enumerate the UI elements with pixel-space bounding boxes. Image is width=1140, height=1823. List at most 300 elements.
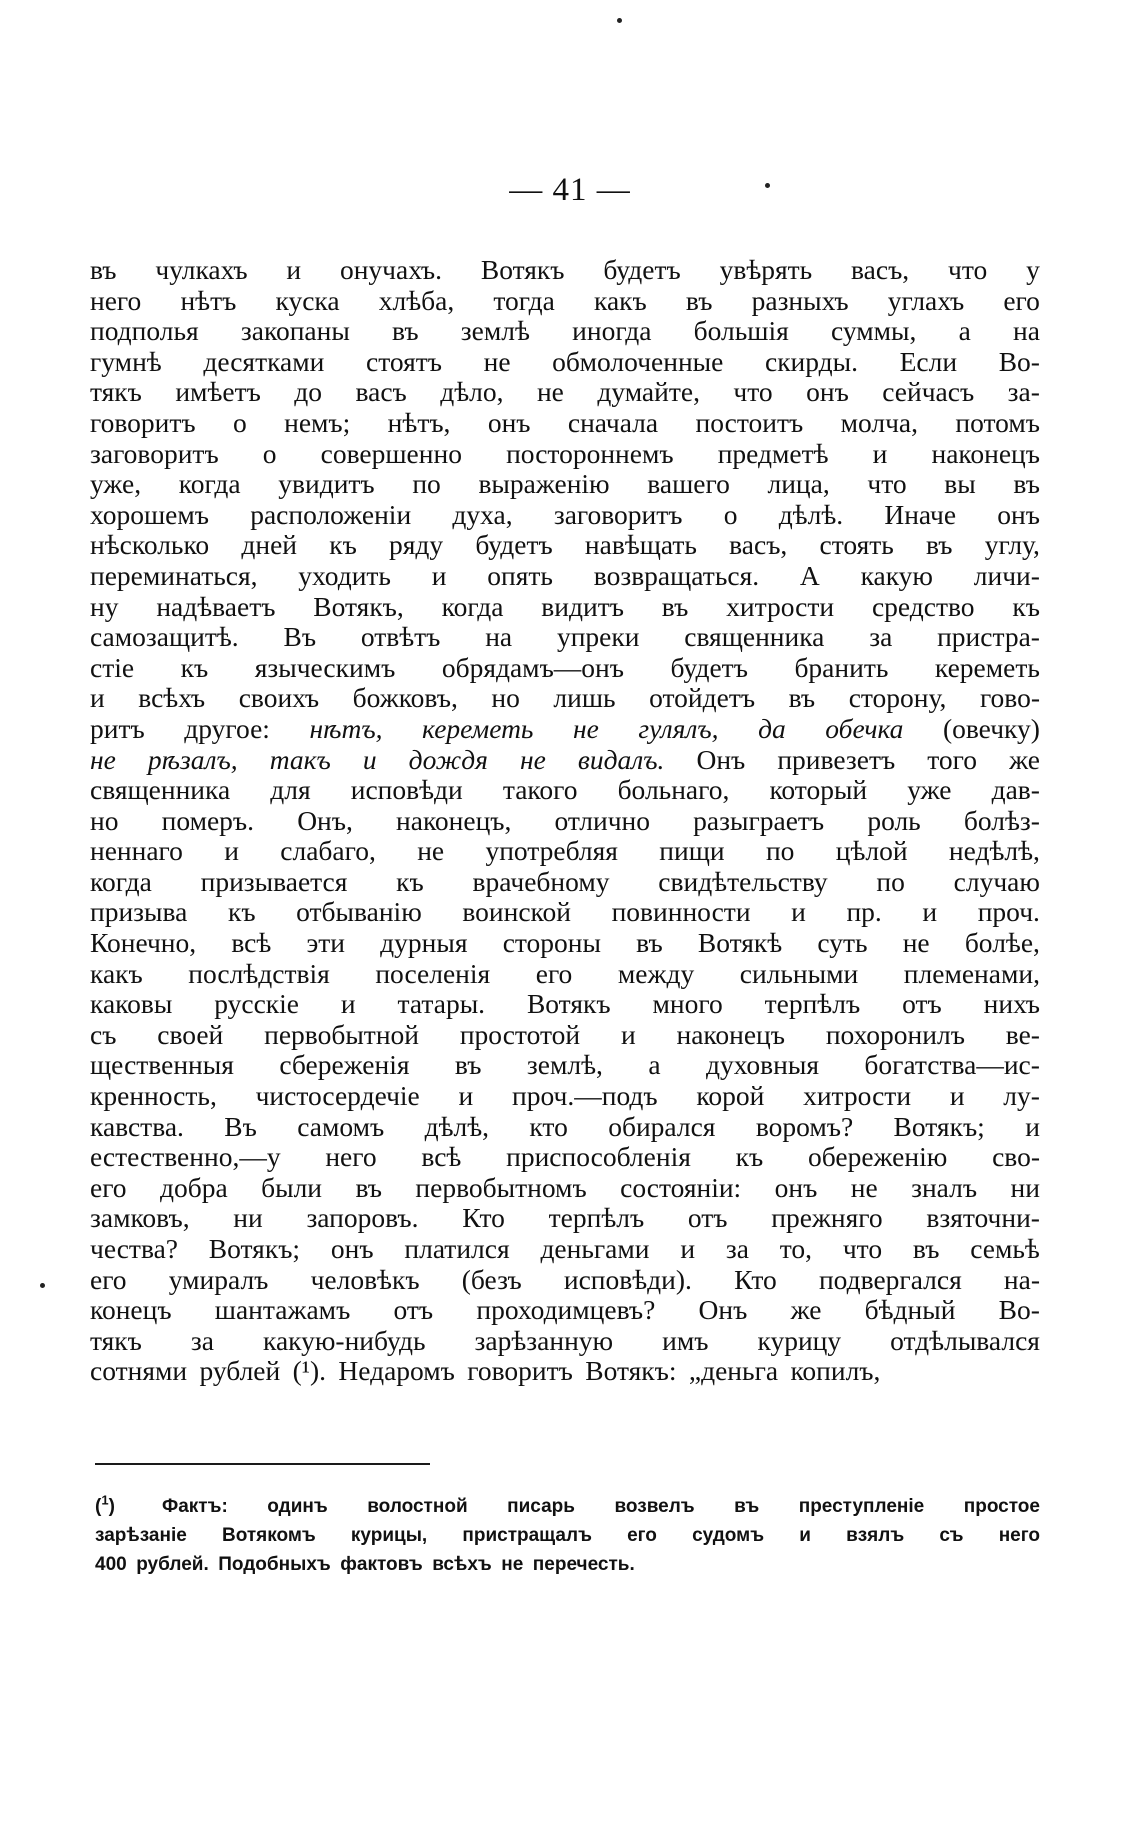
word: курицу (757, 1325, 842, 1356)
word: что (867, 469, 907, 500)
word: духовныя (705, 1050, 819, 1081)
word: между (617, 958, 695, 989)
word: въ (392, 316, 419, 347)
word: платился (404, 1234, 510, 1264)
text-line (90, 377, 1040, 408)
word: повинности (611, 897, 751, 928)
word: въ (90, 255, 117, 285)
word: разныхъ (751, 285, 849, 316)
text-line (90, 1020, 1040, 1051)
text-line (90, 561, 1040, 592)
word: нѣтъ, (387, 407, 451, 438)
word: ну (90, 591, 119, 622)
word: Вотякъ; (208, 1234, 301, 1264)
word: его (90, 1264, 127, 1295)
word: постоитъ (695, 407, 804, 438)
word: Онъ, (297, 805, 353, 836)
word: стіе (90, 652, 135, 683)
word: будетъ (603, 255, 681, 285)
word: больнаго, (617, 775, 730, 806)
word: углахъ (887, 285, 965, 316)
text-line (90, 530, 1040, 561)
word: отойдетъ (649, 683, 756, 714)
word: не (850, 1172, 878, 1203)
word: и (872, 438, 888, 469)
word: того (927, 744, 978, 775)
body-text (90, 255, 1040, 1387)
word: и (431, 560, 447, 591)
word: слабаго, (280, 836, 376, 867)
text-line (90, 1356, 1040, 1387)
word: на (485, 622, 513, 653)
word: гумнѣ (90, 346, 162, 377)
word: немъ; (284, 407, 351, 438)
word: проч. (977, 897, 1040, 928)
word: чулкахъ (155, 255, 248, 285)
word: хлѣба, (378, 285, 455, 316)
word: „деньга (688, 1356, 779, 1387)
word: похоронилъ (825, 1019, 965, 1050)
word: ве- (1005, 1019, 1040, 1050)
word: а (958, 316, 971, 347)
word: зарѣзанную (474, 1325, 614, 1356)
word: пристра- (937, 622, 1040, 653)
footnote-word: Вотякомъ (221, 1525, 316, 1546)
word: Вотякъ (526, 989, 611, 1020)
word: Онъ (696, 744, 746, 775)
word: всѣ (231, 928, 272, 959)
word: кавства. (90, 1111, 184, 1142)
footnote-word: возвелъ (614, 1496, 695, 1517)
word: за (190, 1325, 214, 1356)
word: и (224, 836, 239, 867)
text-line (90, 1326, 1040, 1357)
text-line (90, 286, 1040, 317)
word: къ (227, 897, 256, 928)
word: цѣлой (835, 836, 908, 867)
word: по (412, 469, 441, 500)
word: тогда (493, 285, 555, 316)
word: углу, (984, 530, 1040, 561)
word: то, (779, 1234, 813, 1264)
word: проч.—подъ (512, 1081, 658, 1112)
word: него (325, 1142, 377, 1173)
print-speck (40, 1283, 45, 1288)
word: неннаго (90, 836, 183, 867)
word: врачебному (472, 866, 610, 897)
text-line (90, 1081, 1040, 1112)
word: обмолоченные (552, 346, 724, 377)
print-speck (765, 183, 770, 188)
word: личи- (973, 560, 1040, 591)
word: и (680, 1234, 696, 1264)
word: Онъ (698, 1295, 748, 1326)
word: не (90, 744, 116, 775)
word: русскіе (214, 989, 299, 1020)
word: за (869, 622, 893, 653)
footnote-word: зарѣзаніе (95, 1525, 187, 1546)
word: Въ (283, 622, 317, 653)
word: ритъ (90, 713, 145, 744)
word: добра (159, 1172, 228, 1203)
word: щественныя (90, 1050, 234, 1081)
word: шантажамъ (214, 1295, 351, 1326)
footnote-word: пристращалъ (462, 1525, 592, 1546)
word: большія (693, 316, 789, 347)
footnote-word: 400 (95, 1554, 127, 1575)
footnote-word: него (998, 1525, 1040, 1546)
word: говоритъ (90, 407, 196, 438)
word: пр. (846, 897, 882, 928)
word: въ (454, 1050, 482, 1081)
word: богатства—ис- (864, 1050, 1040, 1081)
word: отъ (902, 989, 942, 1020)
word: переминаться, (90, 560, 258, 591)
footnote-word: всѣхъ (432, 1554, 492, 1575)
footnote-word: его (627, 1525, 657, 1546)
word: семьѣ (970, 1234, 1040, 1264)
footnote-line (95, 1521, 1040, 1550)
word: дѣло, (440, 377, 504, 408)
word: онъ (330, 1234, 374, 1264)
word: обечка (825, 713, 904, 744)
word: и (458, 1081, 474, 1112)
word: умиралъ (168, 1264, 269, 1295)
word: много (652, 989, 723, 1020)
text-line (90, 775, 1040, 806)
word: такого (502, 775, 578, 806)
word: ряду (388, 530, 444, 561)
word: сначала (567, 407, 659, 438)
word: нихъ (983, 989, 1040, 1020)
text-line (90, 806, 1040, 837)
word: совершенно (320, 438, 462, 469)
word: хитрости (726, 591, 835, 622)
word: но (90, 805, 119, 836)
text-line (90, 1234, 1040, 1265)
word: языческимъ (254, 652, 396, 683)
word: о (262, 438, 277, 469)
word: на (1013, 316, 1040, 347)
word: въ (1013, 469, 1040, 500)
text-line (90, 1050, 1040, 1081)
word: дѣлѣ. (778, 499, 844, 530)
word: приспособленія (506, 1142, 691, 1173)
word: который (769, 775, 868, 806)
word: духа, (452, 499, 513, 530)
word: и (340, 989, 356, 1020)
word: какъ (90, 958, 143, 989)
word: отдѣлывался (890, 1325, 1040, 1356)
word: кереметь (934, 652, 1040, 683)
word: отвѣтъ (360, 622, 441, 653)
word: дав- (991, 775, 1040, 806)
word: кренность, (90, 1081, 217, 1112)
footnote-word: взялъ (846, 1525, 905, 1546)
word: и (949, 1081, 965, 1112)
word: роль (867, 805, 921, 836)
word: не (573, 713, 599, 744)
word: но (491, 683, 520, 714)
word: терпѣлъ (764, 989, 861, 1020)
word: стороны (502, 928, 601, 959)
text-line (90, 867, 1040, 898)
word: постороннемъ (506, 438, 674, 469)
word: куска (275, 285, 340, 316)
word: сбереженія (279, 1050, 410, 1081)
word: отбыванію (296, 897, 422, 928)
word: и (922, 897, 938, 928)
word: А (799, 560, 820, 591)
word: закопаны (240, 316, 350, 347)
text-line (90, 469, 1040, 500)
word: къ (735, 1142, 764, 1173)
word: же (790, 1295, 822, 1326)
word: его (535, 958, 573, 989)
word: заговоритъ (90, 438, 219, 469)
footnote (95, 1492, 1040, 1579)
word: воромъ? (755, 1111, 854, 1142)
word: конецъ (90, 1295, 172, 1326)
word: чества? (90, 1234, 178, 1264)
word: своихъ (238, 683, 320, 714)
word: а (648, 1050, 661, 1081)
word: Недаромъ (338, 1356, 455, 1387)
word: возвращаться. (593, 560, 760, 591)
word: опять (487, 560, 553, 591)
word: лица, (767, 469, 830, 500)
word: ни (1010, 1172, 1040, 1203)
word: въ (636, 928, 663, 959)
word: (безъ (461, 1264, 522, 1295)
word: въ (912, 1234, 940, 1264)
text-line (90, 439, 1040, 470)
word: зналъ (911, 1172, 978, 1203)
word: въ (925, 530, 953, 561)
word: кто (529, 1111, 568, 1142)
word: за- (1007, 377, 1040, 408)
word: такъ (269, 744, 331, 775)
word: не (520, 744, 546, 775)
word: на- (1003, 1264, 1040, 1295)
text-line (90, 683, 1040, 714)
text-line (90, 745, 1040, 776)
word: бранить (794, 652, 889, 683)
word: упреки (556, 622, 640, 653)
word: васъ, (851, 255, 910, 285)
footnote-word: перечесть. (532, 1554, 635, 1575)
word: о (232, 407, 247, 438)
word: по (876, 866, 905, 897)
word: когда (90, 866, 152, 897)
word: его (90, 1172, 127, 1203)
word: видалъ. (577, 744, 665, 775)
word: предметѣ (717, 438, 829, 469)
word: расположеніи (250, 499, 412, 530)
word: не (483, 346, 511, 377)
word: копилъ, (790, 1356, 881, 1387)
word: и (1025, 1111, 1040, 1142)
word: гово- (979, 683, 1040, 714)
word: каковы (90, 989, 173, 1020)
word: прежняго (771, 1203, 883, 1234)
word: поселенія (375, 958, 491, 989)
word: видитъ (541, 591, 624, 622)
word: какую-нибудь (263, 1325, 426, 1356)
word: татары. (397, 989, 486, 1020)
word: (¹). (292, 1356, 327, 1387)
word: не (902, 928, 930, 959)
word: къ (396, 866, 424, 897)
word: подполья (90, 316, 199, 347)
text-line (90, 592, 1040, 623)
footnote-divider (95, 1463, 430, 1465)
word: всѣхъ (138, 683, 206, 714)
text-line (90, 408, 1040, 439)
word: гулялъ, (638, 713, 719, 744)
word: сильными (739, 958, 859, 989)
word: у (1026, 255, 1040, 285)
word: состояніи: (620, 1172, 742, 1203)
word: и (620, 1019, 636, 1050)
word: заговоритъ (553, 499, 683, 530)
word: воинской (462, 897, 571, 928)
word: десятками (203, 346, 325, 377)
word: рѣзалъ, (147, 744, 238, 775)
word: бѣдный (864, 1295, 956, 1326)
word: говоритъ (467, 1356, 573, 1387)
footnote-word: не (501, 1554, 524, 1575)
word: уже, (90, 469, 142, 500)
word: лу- (1003, 1081, 1040, 1112)
word: призывается (200, 866, 348, 897)
word: чистосердечіе (255, 1081, 420, 1112)
footnote-word: Подобныхъ (218, 1554, 331, 1575)
footnote-word: въ (734, 1496, 760, 1517)
text-line (90, 347, 1040, 378)
word: нѣсколько (90, 530, 210, 561)
word: его (1003, 285, 1040, 316)
word: Конечно, (90, 928, 197, 959)
word: Вотякѣ (697, 928, 783, 959)
text-line (90, 1112, 1040, 1143)
word: о (723, 499, 738, 530)
word: эти (306, 928, 345, 959)
word: отлично (554, 805, 651, 836)
word: наконецъ, (396, 805, 512, 836)
word: средство (871, 591, 975, 622)
word: наконецъ (931, 438, 1040, 469)
word: сейчасъ (882, 377, 975, 408)
word: что (733, 377, 773, 408)
word: призыва (90, 897, 188, 928)
word: первобытномъ (415, 1172, 587, 1203)
word: нѣтъ, (309, 713, 383, 744)
word: обрядамъ—онъ (441, 652, 624, 683)
word: обирался (608, 1111, 716, 1142)
word: суммы, (830, 316, 917, 347)
text-line (90, 1203, 1040, 1234)
word: и (362, 744, 377, 775)
word: священника (90, 775, 231, 806)
word: по (765, 836, 795, 867)
word: подвергался (818, 1264, 962, 1295)
word: самомъ (297, 1111, 385, 1142)
word: онучахъ. (339, 255, 443, 285)
word: всѣ (421, 1142, 462, 1173)
word: землѣ (460, 316, 530, 347)
word: въ (788, 683, 816, 714)
word: деньгами (540, 1234, 650, 1264)
word: будетъ (670, 652, 748, 683)
footnote-word: волостной (367, 1496, 468, 1517)
footnote-word: и (799, 1525, 811, 1546)
word: были (261, 1172, 323, 1203)
word: васъ, (729, 530, 788, 561)
word: взяточни- (926, 1203, 1040, 1234)
word: простотой (459, 1019, 581, 1050)
word: съ (90, 1019, 117, 1050)
word: Кто (462, 1203, 505, 1234)
word: замковъ, (90, 1203, 190, 1234)
word: какъ (594, 285, 647, 316)
text-line (90, 622, 1040, 653)
word: дѣлѣ, (424, 1111, 490, 1142)
word: исповѣди). (563, 1264, 692, 1295)
word: болѣе, (964, 928, 1040, 959)
word: послѣдствія (188, 958, 330, 989)
text-line (90, 255, 1040, 286)
word: Если (899, 346, 958, 377)
word: вы (944, 469, 976, 500)
word: кереметь (422, 713, 534, 744)
word: онъ (806, 377, 849, 408)
word: божковъ, (352, 683, 458, 714)
word: своей (157, 1019, 224, 1050)
word: обереженію (808, 1142, 948, 1173)
word: и (791, 897, 806, 928)
word: онъ (997, 499, 1040, 530)
footnote-line (95, 1492, 1040, 1521)
word: сво- (992, 1142, 1040, 1173)
footnote-word: преступленіе (798, 1496, 925, 1517)
word: къ (1012, 591, 1040, 622)
word: сотнями (90, 1356, 188, 1387)
word: что (948, 255, 988, 285)
text-line (90, 1295, 1040, 1326)
word: онъ (487, 407, 531, 438)
word: скирды. (764, 346, 858, 377)
word: стоятъ (366, 346, 442, 377)
word: уходить (298, 560, 391, 591)
word: тякъ (90, 1325, 142, 1356)
word: и (286, 255, 302, 285)
word: разыграетъ (693, 805, 825, 836)
footnote-word: судомъ (692, 1525, 765, 1546)
footnote-word: фактовъ (340, 1554, 423, 1575)
word: отъ (393, 1295, 434, 1326)
word: будетъ (475, 530, 553, 561)
word: Вотякъ, (313, 591, 404, 622)
word: исповѣди (350, 775, 463, 806)
word: тякъ (90, 377, 142, 408)
page-number: — 41 — (509, 172, 631, 208)
footnote-marker: ($^1$) (95, 1492, 115, 1517)
word: же (1009, 744, 1040, 775)
word: Во- (998, 1295, 1040, 1326)
text-line (90, 897, 1040, 928)
word: отъ (687, 1203, 728, 1234)
